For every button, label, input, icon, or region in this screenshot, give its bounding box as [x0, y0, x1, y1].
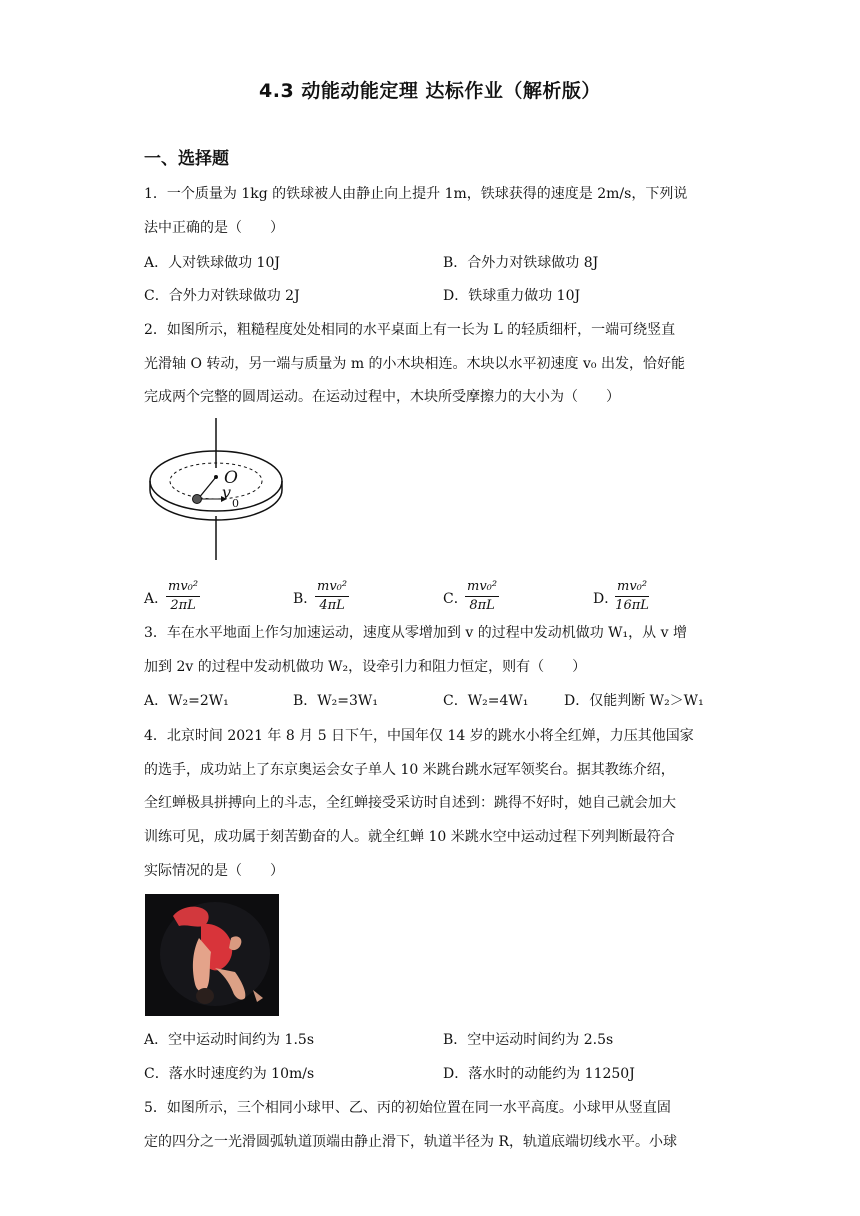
q1-stem-line-2: 法中正确的是（ ） — [144, 220, 284, 236]
section-heading: 一、选择题 — [144, 149, 229, 169]
q4-stem-line-1: 4．北京时间 2021 年 8 月 5 日下午，中国年仅 14 岁的跳水小将全红婵，力压其他国家 — [144, 728, 694, 744]
q4-option-c: C．落水时速度约为 10m/s — [144, 1066, 315, 1082]
q1-option-b: B．合外力对铁球做功 8J — [443, 255, 599, 271]
q3-option-b: B．W₂=3W₁ — [293, 693, 378, 709]
q3-option-d: D．仅能判断 W₂＞W₁ — [564, 693, 704, 709]
document-page: 4.3 动能动能定理 达标作业（解析版） 一、选择题 1．一个质量为 1kg 的铁球被人由静止向上提升 1m，铁球获得的速度是 2m/s，下列说 法中正确的是（ ） A．人对铁球做功 10J B．合外力对铁球做功 8J C．合外力对铁球做功 2J D．铁球重力做功 10J 2．如图所示，粗糙程度处处相同的水平桌面上有一长为 L 的轻质细杆，一端可绕竖直 光滑轴 O 转动，另一端与质量为 m 的小木块相连。木块以水平初速度 v₀ 出发，恰好能 完成两个完整的圆周运动。在运动过程中，木块所受摩擦力的大小为（ ） O v 0 A． $\frac{\text{mv₀²}}{2\pi L}$ B． $\frac{\text{mv₀²}}{4\pi L}$ C． $\frac{\text{mv₀²}}{8\pi L}$ D． $\frac{\text{mv₀²}}{16\pi L}$ 3．车在水平地面上作匀加速运动，速度从零增加到 v 的过程中发动机做功 W₁，从 v 增 加到 2v 的过程中发动机做功 W₂，设牵引力和阻力恒定，则有（ ） A．W₂=2W₁ B．W₂=3W₁ C．W₂=4W₁ D．仅能判断 W₂＞W₁ 4．北京时间 2021 年 8 月 5 日下午，中国年仅 14 岁的跳水小将全红婵，力压其他国家 的选手，成功站上了东京奥运会女子单人 10 米跳台跳水冠军领奖台。据其教练介绍， 全红蝉极具拼搏向上的斗志，全红蝉接受采访时自述到：跳得不好时，她自己就会加大 训练可见，成功属于刻苦勤奋的人。就全红蝉 10 米跳水空中运动过程下列判断最符合 实际情况的是（ ） A．空中运动时间约为 1.5s B．空中运动时间约为 2.5s C．落水时速度约为 10m/s D．落水时的动能约为 11250J 5．如图所示，三个相同小球甲、乙、丙的初始位置在同一水平高度。小球甲从竖直固 定的四分之一光滑圆弧轨道顶端由静止滑下，轨道半径为 R，轨道底端切线水平。小球 — [0, 0, 860, 1216]
fraction: $\frac{\text{mv₀²}}{16\pi L}$ — [615, 579, 649, 613]
q3-stem-line-2: 加到 2v 的过程中发动机做功 W₂，设牵引力和阻力恒定，则有（ ） — [144, 659, 587, 675]
page-title: 4.3 动能动能定理 达标作业（解析版） — [259, 80, 601, 102]
fraction: $\frac{\text{mv₀²}}{8\pi L}$ — [467, 579, 498, 613]
q1-stem-line-1: 1．一个质量为 1kg 的铁球被人由静止向上提升 1m，铁球获得的速度是 2m/s，下列说 — [144, 186, 688, 202]
q4-option-d: D．落水时的动能约为 11250J — [443, 1066, 635, 1082]
q4-stem-line-2: 的选手，成功站上了东京奥运会女子单人 10 米跳台跳水冠军领奖台。据其教练介绍， — [144, 762, 675, 778]
q4-stem-line-5: 实际情况的是（ ） — [144, 863, 284, 879]
q4-stem-line-4: 训练可见，成功属于刻苦勤奋的人。就全红蝉 10 米跳水空中运动过程下列判断最符合 — [144, 829, 675, 845]
q1-option-d: D．铁球重力做功 10J — [443, 288, 581, 304]
q3-option-c: C．W₂=4W₁ — [443, 693, 529, 709]
q2-stem-line-3: 完成两个完整的圆周运动。在运动过程中，木块所受摩擦力的大小为（ ） — [144, 389, 620, 405]
fraction: $\frac{\text{mv₀²}}{2\pi L}$ — [168, 579, 199, 613]
q4-stem-line-3: 全红蝉极具拼搏向上的斗志，全红蝉接受采访时自述到：跳得不好时，她自己就会加大 — [144, 795, 676, 811]
q1-option-c: C．合外力对铁球做功 2J — [144, 288, 300, 304]
q4-option-b: B．空中运动时间约为 2.5s — [443, 1032, 614, 1048]
q1-option-a: A．人对铁球做功 10J — [144, 255, 280, 271]
fraction: $\frac{\text{mv₀²}}{4\pi L}$ — [317, 579, 348, 613]
velocity-subscript: 0 — [232, 497, 239, 510]
q4-option-a: A．空中运动时间约为 1.5s — [144, 1032, 315, 1048]
q5-stem-line-1: 5．如图所示，三个相同小球甲、乙、丙的初始位置在同一水平高度。小球甲从竖直固 — [144, 1100, 671, 1116]
q5-stem-line-2: 定的四分之一光滑圆弧轨道顶端由静止滑下，轨道半径为 R，轨道底端切线水平。小球 — [144, 1134, 677, 1150]
velocity-label-v: v — [222, 483, 232, 502]
q3-option-a: A．W₂=2W₁ — [144, 693, 229, 709]
rotating-rod-diagram — [146, 416, 292, 562]
axis-label-o: O — [224, 468, 238, 488]
diver-photo — [145, 894, 279, 1016]
q2-stem-line-1: 2．如图所示，粗糙程度处处相同的水平桌面上有一长为 L 的轻质细杆，一端可绕竖直 — [144, 322, 676, 338]
q3-stem-line-1: 3．车在水平地面上作匀加速运动，速度从零增加到 v 的过程中发动机做功 W₁，从 v 增 — [144, 625, 687, 641]
q2-stem-line-2: 光滑轴 O 转动，另一端与质量为 m 的小木块相连。木块以水平初速度 v₀ 出发，恰好能 — [144, 356, 685, 372]
